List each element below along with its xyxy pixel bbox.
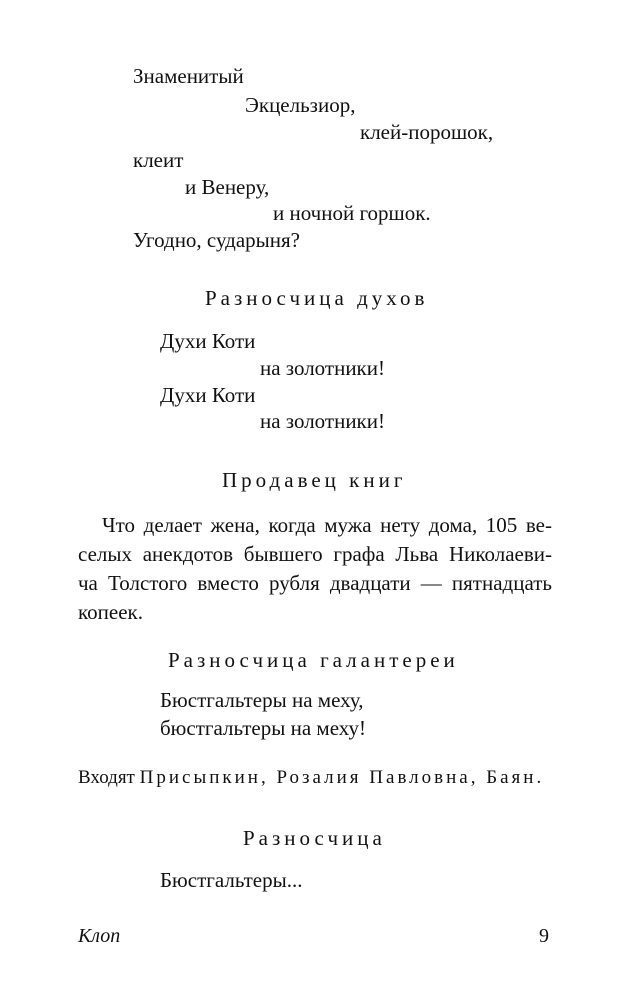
speaker-name: Продавец книг [222, 468, 407, 492]
running-title: Клоп [78, 925, 121, 947]
verse-line: и Венеру, [185, 175, 270, 199]
verse-line: Экцельзиор, [245, 93, 356, 117]
page-number: 9 [539, 925, 549, 947]
stage-direction [78, 768, 544, 787]
stage-direction-characters: Присыпкин, Розалия Павловна, Баян. [139, 767, 545, 788]
speaker-name: Разносчица духов [205, 286, 429, 310]
prose-line: ча Толстого вместо рубля двадцати — пятнадцать [78, 571, 552, 595]
prose-line: селых анекдотов бывшего графа Льва Николаеви- [78, 542, 552, 566]
verse-line: клеит [133, 148, 184, 172]
verse-line: и ночной горшок. [273, 201, 431, 225]
speaker-name: Разносчица [243, 826, 386, 850]
verse-line: клей-порошок, [360, 120, 494, 144]
prose-paragraph [78, 511, 552, 627]
verse-line: на золотники! [260, 356, 385, 380]
stage-direction-verb: Входят [78, 767, 135, 788]
speaker-name: Разносчица галантереи [168, 648, 459, 672]
verse-line: Духи Коти [160, 383, 256, 407]
verse-line: Угодно, сударыня? [133, 228, 300, 252]
verse-line: на золотники! [260, 409, 385, 433]
verse-line: Бюстгальтеры... [160, 868, 303, 892]
verse-line: Бюстгальтеры на меху, [160, 688, 364, 712]
prose-line: Что делает жена, когда мужа нету дома, 105 ве- [102, 513, 552, 537]
verse-line: Духи Коти [160, 329, 256, 353]
verse-line: Знаменитый [133, 64, 244, 88]
verse-line: бюстгальтеры на меху! [160, 716, 366, 740]
prose-line: копеек. [78, 600, 143, 624]
